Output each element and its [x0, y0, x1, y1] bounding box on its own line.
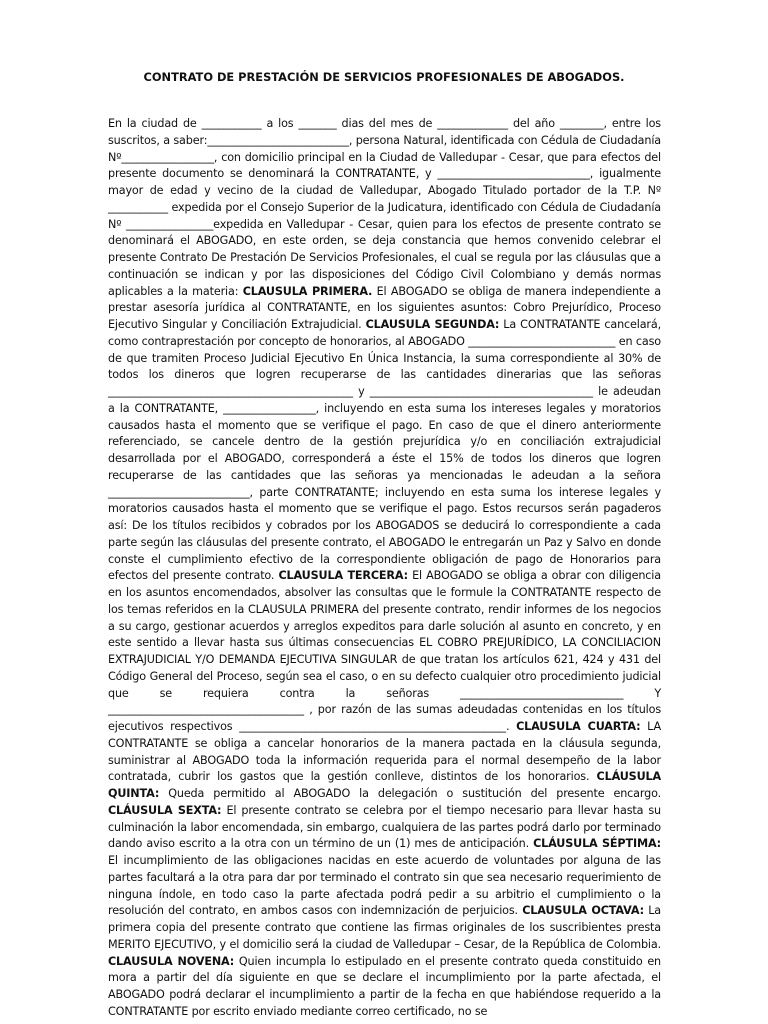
clause-heading: CLÁUSULA SEXTA: — [108, 803, 222, 817]
contract-body — [108, 116, 661, 1021]
clause-heading: CLAUSULA OCTAVA: — [522, 904, 644, 918]
clause-heading: CLAUSULA NOVENA: — [108, 954, 235, 968]
clause-text: El ABOGADO se obliga a obrar con diligencia en los asuntos encomendados, absolver las consultas que le formule la CONTRATANTE respecto de los temas referidos en la CLAUSULA PRIMERA del presente contrato, rendir informes de los negocios a su cargo, gestionar acuerdos y arreglos expeditos para darle solución al asunto en concreto, y en este sentido a llevar hasta sus últimas consecuencias EL COBRO PREJURÍDICO, LA CONCILIACION EXTRAJUDICIAL Y/O DEMANDA EJECUTIVA SINGULAR de que tratan los artículos 621, 424 y 431 del Código General del Proceso, según sea el caso, o en su defecto cualquier otro procedimiento judicial que se requiera contra la señoras ______________________________ Y ____________________________________ , por razón de las sumas adeudadas contenidas en los títulos ejecutivos respectivos _________________________________________________. — [108, 569, 661, 733]
clause-text: Quien incumpla lo estipulado en el presente contrato queda constituido en mora a partir del día siguiente en que se declare el incumplimiento por la parte afectada, el ABOGADO podrá declarar el incumplimiento a partir de la fecha en que habiéndose requerido a la CONTRATANTE por escrito enviado mediante correo certificado, no se — [108, 954, 662, 1018]
clause-text: Queda permitido al ABOGADO la delegación o sustitución del presente encargo. — [159, 787, 661, 800]
clause-text: La CONTRATANTE cancelará, como contraprestación por concepto de honorarios, al ABOGADO ___________________________ en caso de que tramiten Proceso Judicial Ejecutivo En Única Instancia, la suma correspondiente al 30% de todos los dineros que logren recuperarse de las cantidades dinerarias que las señoras _____________________________________________ y _________________________________________ le adeudan a la CONTRATANTE, _________________, incluyendo en esta suma los intereses legales y moratorios causados hasta el momento que se verifique el pago. En caso de que el dinero anteriormente referenciado, se cancele dentro de la gestión prejurídica y/o en conciliación extrajudicial desarrollada por el ABOGADO, corresponderá a éste el 15% de todos los dineros que logren recuperarse de las cantidades que las señoras ya mencionadas le adeudan a la señora __________________________, parte CONTRATANTE; incluyendo en esta suma los interese legales y moratorios causados hasta el momento que se verifique el pago. Estos recursos serán pagaderos así: De los títulos recibidos y cobrados por los ABOGADOS se deducirá lo correspondiente a cada parte según las cláusulas del presente contrato, el ABOGADO le entregarán un Paz y Salvo en donde conste el cumplimiento efectivo de la correspondiente obligación de pago de Honorarios para efectos del presente contrato. — [108, 318, 661, 583]
clause-heading: CLAUSULA CUARTA: — [516, 720, 641, 733]
clause-text: El ABOGADO se obliga de manera independiente a prestar asesoría jurídica al CONTRATANTE, en los siguientes asuntos: Cobro Prejurídico, Proceso Ejecutivo Singular y Conciliación Extrajudicial. — [108, 284, 661, 331]
clause-heading: CLÁUSULA QUINTA: — [108, 770, 661, 800]
clause-heading: CLÁUSULA SÉPTIMA: — [533, 837, 661, 851]
document-title: CONTRATO DE PRESTACIÓN DE SERVICIOS PROFESIONALES DE ABOGADOS. — [143, 70, 625, 84]
clause-text: El incumplimiento de las obligaciones nacidas en este acuerdo de voluntades por alguna de las partes facultará a la otra para dar por terminado el contrato sin que sea necesario requerimiento de ninguna índole, en todo caso la parte afectada podrá pedir a su arbitrio el cumplimiento o la resolución del contrato, en ambos casos con indemnización de perjuicios. — [108, 854, 661, 918]
clause-heading: CLAUSULA PRIMERA. — [242, 284, 373, 298]
clause-text: LA CONTRATANTE se obliga a cancelar honorarios de la manera pactada en la cláusula segunda, suministrar al ABOGADO toda la información requerida para el normal desempeño de la labor contratada, cubrir los gastos que la gestión conlleve, distintos de los honorarios. — [108, 720, 661, 784]
clause-text: El presente contrato se celebra por el tiempo necesario para llevar hasta su culminación la labor encomendada, sin embargo, cualquiera de las partes podrá darlo por terminado dando aviso escrito a la otra con un término de un (1) mes de anticipación. — [108, 803, 661, 851]
clause-text: La primera copia del presente contrato que contiene las firmas originales de los suscribientes presta MERITO EJECUTIVO, y el domicilio será la ciudad de Valledupar – Cesar, de la República de Colombia. — [108, 904, 662, 951]
clause-heading: CLAUSULA SEGUNDA: — [365, 318, 500, 331]
clause-heading: CLAUSULA TERCERA: — [278, 569, 408, 583]
clause-text: En la ciudad de ___________ a los _______ dias del mes de _____________ del año ________, entre los suscritos, a saber:__________________________, persona Natural, identificada con Cédula de Ciudadanía Nº_________________, con domicilio principal en la Ciudad de Valledupar - Cesar, que para efectos del presente documento se denominará la CONTRATANTE, y ____________________________, igualmente mayor de edad y vecino de la ciudad de Valledupar, Abogado Titulado portador de la T.P. Nº ___________ expedida por el Consejo Superior de la Judicatura, identificado con Cédula de Ciudadanía Nº ________________expedida en Valledupar - Cesar, quien para los efectos de presente contrato se denominará el ABOGADO, en este orden, se deja constancia que hemos convenido celebrar el presente Contrato De Prestación De Servicios Profesionales, el cual se regula por las cláusulas que a continuación se indican y por las disposiciones del Código Civil Colombiano y demás normas aplicables a la materia: — [108, 117, 661, 298]
